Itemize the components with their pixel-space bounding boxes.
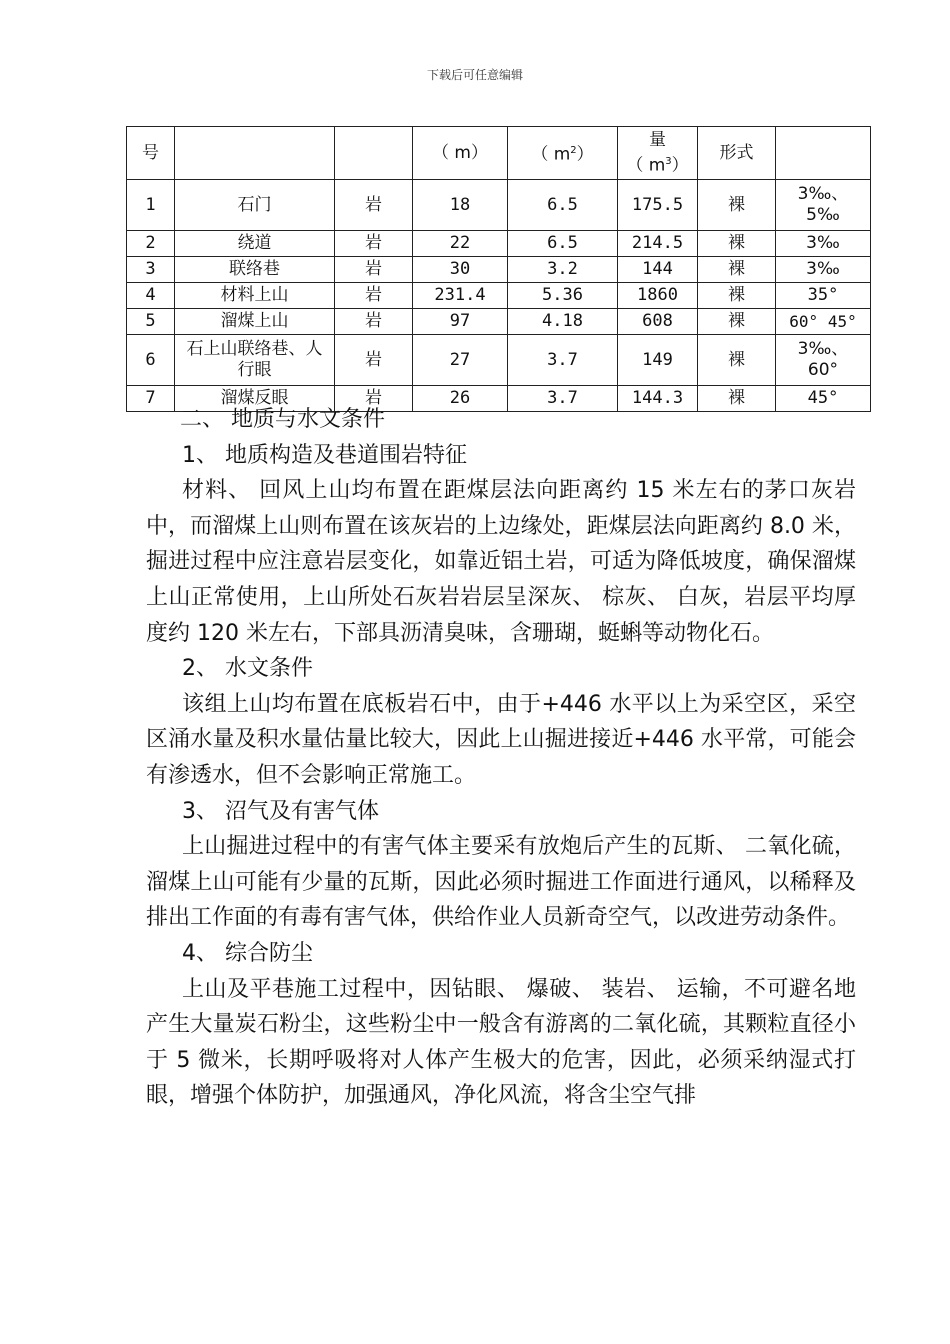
table-row: [127, 180, 871, 231]
cell-area: 3.7: [508, 335, 618, 386]
cell-support: 裸: [698, 309, 776, 335]
cell-rock: 岩: [335, 283, 413, 309]
cell-volume: 608: [618, 309, 698, 335]
cell-no: 3: [127, 257, 175, 283]
cell-slope: 3‰: [776, 231, 871, 257]
header-note: 下载后可任意编辑: [426, 68, 523, 82]
subsection-heading-gas: 3、 沼气及有害气体: [182, 798, 379, 824]
header-support-form: 形式: [698, 127, 776, 180]
cell-rock: 岩: [335, 231, 413, 257]
cell-name: 联络巷: [175, 257, 335, 283]
cell-no: 7: [127, 386, 175, 412]
cell-length: 30: [413, 257, 508, 283]
cell-no: 6: [127, 335, 175, 386]
cell-slope: 3‰、60°: [776, 335, 871, 386]
cell-slope: 60° 45°: [776, 309, 871, 335]
table-row: [127, 257, 871, 283]
cell-volume: 144.3: [618, 386, 698, 412]
cell-length: 27: [413, 335, 508, 386]
cell-length: 22: [413, 231, 508, 257]
cell-volume: 1860: [618, 283, 698, 309]
cell-rock: 岩: [335, 257, 413, 283]
cell-length: 231.4: [413, 283, 508, 309]
cell-slope: 3‰、5‰: [776, 180, 871, 231]
cell-name: 溜煤上山: [175, 309, 335, 335]
cell-rock: 岩: [335, 180, 413, 231]
cell-support: 裸: [698, 386, 776, 412]
cell-name: 绕道: [175, 231, 335, 257]
cell-name: 溜煤反眼: [175, 386, 335, 412]
cell-name: 石门: [175, 180, 335, 231]
cell-area: 6.5: [508, 231, 618, 257]
cell-volume: 214.5: [618, 231, 698, 257]
cell-area: 3.2: [508, 257, 618, 283]
cell-area: 5.36: [508, 283, 618, 309]
cell-support: 裸: [698, 180, 776, 231]
cell-volume: 144: [618, 257, 698, 283]
cell-no: 5: [127, 309, 175, 335]
header-area-unit: （ $m^2$）: [508, 127, 618, 180]
subsection-heading-geology: 1、 地质构造及巷道围岩特征: [182, 442, 467, 468]
header-length-unit: （ m）: [413, 127, 508, 180]
cell-length: 18: [413, 180, 508, 231]
paragraph-geology: 材料、 回风上山均布置在距煤层法向距离约 15 米左右的茅口灰岩中，而溜煤上山则布置在该灰岩的上边缘处，距煤层法向距离约 8.0 米，掘进过程中应注意岩层变化，如靠近铝土岩，可适为降低坡度，确保溜煤上山正常使用，上山所处石灰岩岩层呈深灰、 棕灰、 白灰，岩层平均厚度约 120 米左右，下部具沥清臭味，含珊瑚，蜓蝌等动物化石。: [146, 478, 856, 646]
cell-support: 裸: [698, 283, 776, 309]
cell-length: 97: [413, 309, 508, 335]
cell-rock: 岩: [335, 335, 413, 386]
header-rock: [335, 127, 413, 180]
cell-rock: 岩: [335, 386, 413, 412]
header-no: 号: [127, 127, 175, 180]
cell-support: 裸: [698, 335, 776, 386]
paragraph-dust: 上山及平巷施工过程中，因钻眼、 爆破、 装岩、 运输，不可避名地产生大量炭石粉尘，这些粉尘中一般含有游离的二氧化硫，其颗粒直径小于 5 微米，长期呼吸将对人体产生极大的危害，因此，必须采纳湿式打眼，增强个体防护，加强通风，净化风流，将含尘空气排: [146, 976, 856, 1109]
cell-length: 26: [413, 386, 508, 412]
table-header-row: [127, 127, 871, 180]
subsection-heading-hydrology: 2、 水文条件: [182, 656, 313, 682]
table-row: [127, 309, 871, 335]
cell-name: 石上山联络巷、人行眼: [175, 335, 335, 386]
roadway-spec-table: [126, 126, 871, 412]
cell-volume: 149: [618, 335, 698, 386]
cell-slope: 35°: [776, 283, 871, 309]
table-row: [127, 231, 871, 257]
cell-slope: 45°: [776, 386, 871, 412]
cell-area: 4.18: [508, 309, 618, 335]
header-name: [175, 127, 335, 180]
cell-no: 1: [127, 180, 175, 231]
cell-area: 3.7: [508, 386, 618, 412]
table-row: [127, 335, 871, 386]
cell-no: 4: [127, 283, 175, 309]
cell-slope: 3‰: [776, 257, 871, 283]
table-row: [127, 283, 871, 309]
paragraph-hydrology: 该组上山均布置在底板岩石中，由于+446 水平以上为采空区，采空区涌水量及积水量估量比较大，因此上山掘进接近+446 水平常，可能会有渗透水，但不会影响正常施工。: [146, 691, 856, 788]
header-volume: 量 （ $m^3$）: [618, 127, 698, 180]
cell-rock: 岩: [335, 309, 413, 335]
section-heading: 二、 地质与水文条件: [180, 407, 385, 432]
cell-name: 材料上山: [175, 283, 335, 309]
cell-area: 6.5: [508, 180, 618, 231]
cell-support: 裸: [698, 231, 776, 257]
cell-no: 2: [127, 231, 175, 257]
subsection-heading-dust: 4、 综合防尘: [182, 940, 313, 966]
header-slope: [776, 127, 871, 180]
document-body: [146, 402, 856, 1114]
cell-support: 裸: [698, 257, 776, 283]
cell-volume: 175.5: [618, 180, 698, 231]
paragraph-gas: 上山掘进过程中的有害气体主要采有放炮后产生的瓦斯、 二氧化硫，溜煤上山可能有少量的瓦斯，因此必须时掘进工作面进行通风，以稀释及排出工作面的有毒有害气体，供给作业人员新奇空气，以改进劳动条件。: [146, 834, 856, 931]
